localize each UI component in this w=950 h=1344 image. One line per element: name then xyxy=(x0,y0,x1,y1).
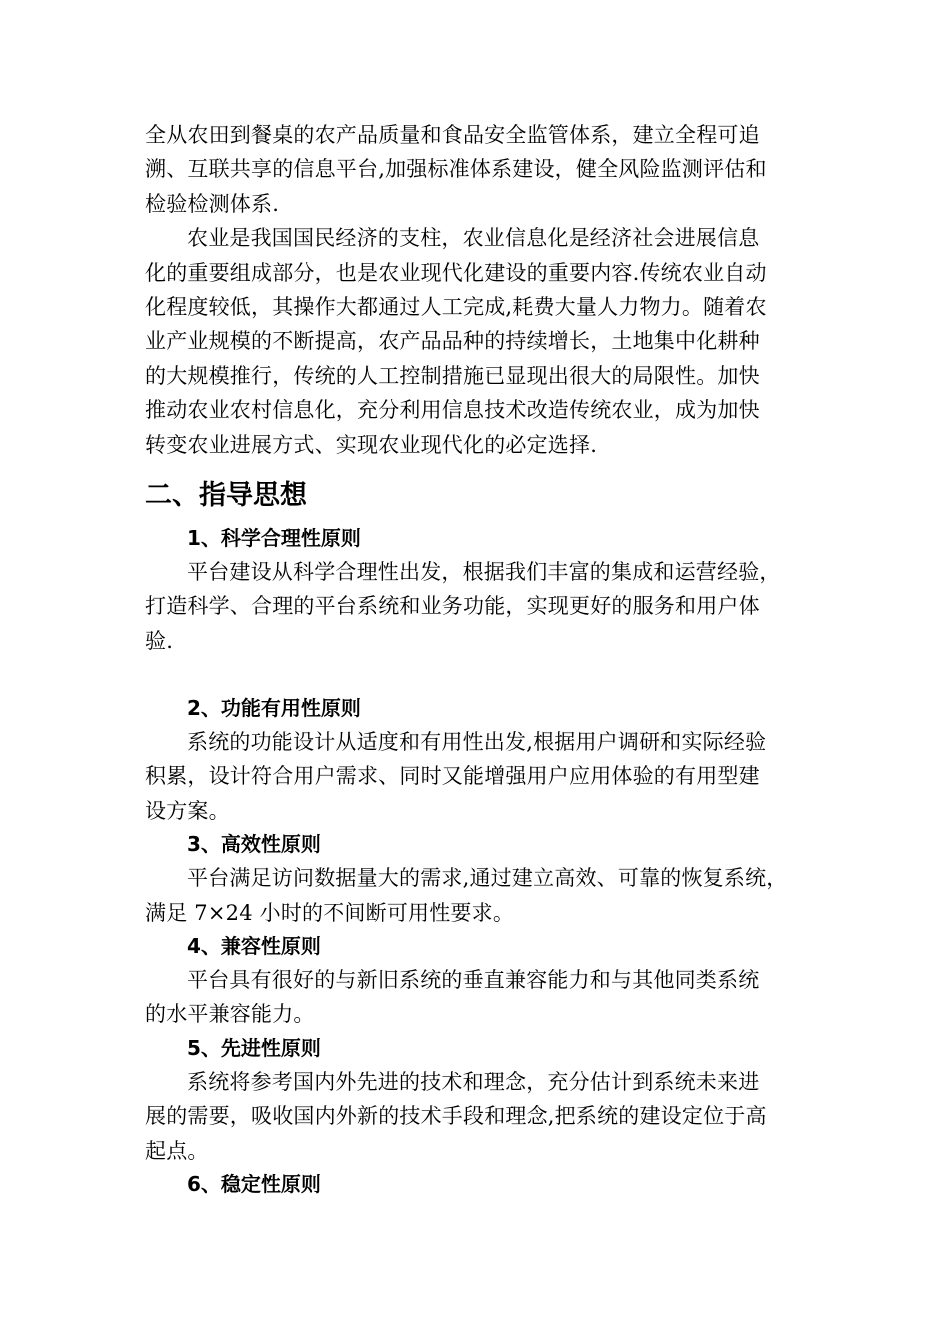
blank-line xyxy=(145,658,815,692)
principle-heading: 1、科学合理性原则 xyxy=(187,525,361,550)
text-line: 的大规模推行，传统的人工控制措施已显现出很大的局限性。加快 xyxy=(145,363,760,388)
text-line: 平台满足访问数据量大的需求,通过建立高效、可靠的恢复系统， xyxy=(187,866,788,891)
text-line: 业产业规模的不断提高，农产品品种的持续增长，土地集中化耕种 xyxy=(145,329,760,354)
text-line: 平台具有很好的与新旧系统的垂直兼容能力和与其他同类系统 xyxy=(187,968,760,993)
text-line: 满足 7×24 小时的不间断可用性要求。 xyxy=(145,900,515,925)
principle-1 xyxy=(145,522,815,658)
intro-paragraph-2 xyxy=(145,221,815,462)
text-line: 转变农业进展方式、实现农业现代化的必定选择. xyxy=(145,432,598,457)
section-heading: 二、指导思想 xyxy=(145,479,307,511)
principle-3 xyxy=(145,828,815,930)
text-line: 积累，设计符合用户需求、同时又能增强用户应用体验的有用型建 xyxy=(145,764,760,789)
principle-heading: 4、兼容性原则 xyxy=(187,934,321,959)
text-line: 农业是我国国民经济的支柱，农业信息化是经济社会进展信息 xyxy=(187,226,760,251)
text-line: 起点。 xyxy=(145,1138,209,1163)
text-line: 验. xyxy=(145,628,174,653)
text-line: 全从农田到餐桌的农产品质量和食品安全监管体系，建立全程可追 xyxy=(145,123,760,147)
principle-heading: 6、稳定性原则 xyxy=(187,1171,321,1196)
text-line: 展的需要，吸收国内外新的技术手段和理念,把系统的建设定位于高 xyxy=(145,1104,767,1129)
text-line: 检验检测体系. xyxy=(145,191,280,216)
principle-5 xyxy=(145,1032,815,1168)
principle-heading: 2、功能有用性原则 xyxy=(187,696,361,721)
text-line: 溯、互联共享的信息平台,加强标准体系建设，健全风险监测评估和 xyxy=(145,157,767,182)
text-line: 化的重要组成部分，也是农业现代化建设的重要内容.传统农业自动 xyxy=(145,260,767,285)
text-line: 推动农业农村信息化，充分利用信息技术改造传统农业，成为加快 xyxy=(145,398,760,423)
text-line: 的水平兼容能力。 xyxy=(145,1002,315,1027)
intro-paragraph-1 xyxy=(145,118,815,221)
text-line: 化程度较低，其操作大都通过人工完成,耗费大量人力物力。随着农 xyxy=(145,294,767,319)
page-content xyxy=(145,118,815,1201)
principle-4 xyxy=(145,930,815,1032)
text-line: 系统将参考国内外先进的技术和理念，充分估计到系统未来进 xyxy=(187,1069,760,1094)
text-line: 系统的功能设计从适度和有用性出发,根据用户调研和实际经验 xyxy=(187,730,767,755)
text-line: 设方案。 xyxy=(145,798,230,823)
principle-2 xyxy=(145,692,815,828)
principle-heading: 5、先进性原则 xyxy=(187,1035,321,1060)
text-line: 平台建设从科学合理性出发，根据我们丰富的集成和运营经验， xyxy=(187,559,781,584)
principle-6 xyxy=(145,1168,815,1201)
text-line: 打造科学、合理的平台系统和业务功能，实现更好的服务和用户体 xyxy=(145,594,760,619)
principle-heading: 3、高效性原则 xyxy=(187,832,321,857)
